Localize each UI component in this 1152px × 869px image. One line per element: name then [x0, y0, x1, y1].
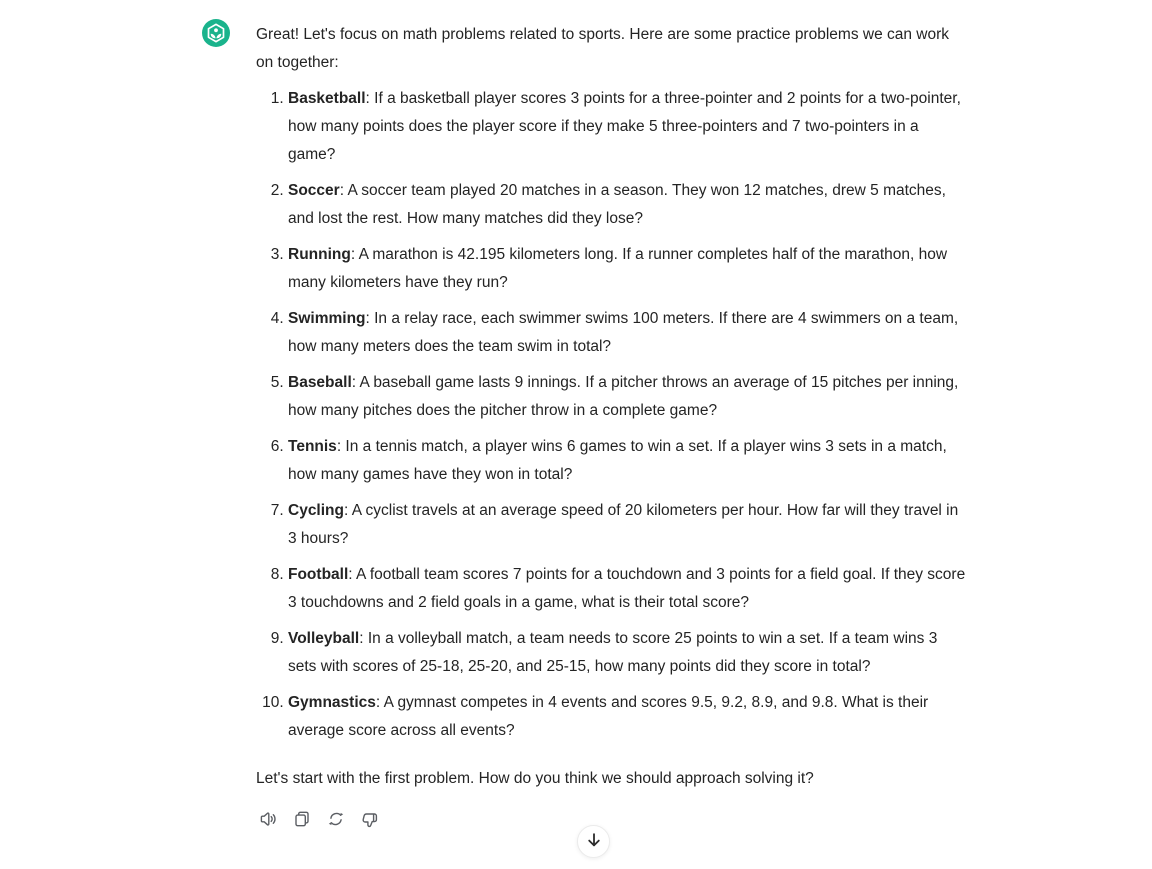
copy-icon: [292, 809, 312, 829]
problem-text: : A baseball game lasts 9 innings. If a pitcher throws an average of 15 pitches per inning, how many pitches does the pitcher throw in a complete game?: [288, 374, 959, 419]
problem-text: : A soccer team played 20 matches in a season. They won 12 matches, drew 5 matches, and lost the rest. How many matches did they lose?: [288, 182, 946, 227]
list-item: [288, 369, 968, 425]
thumbs-down-button[interactable]: [358, 807, 382, 831]
problem-list: [256, 85, 968, 745]
problem-label: Cycling: [288, 502, 344, 519]
list-item: [288, 305, 968, 361]
thumbs-down-icon: [360, 809, 380, 829]
list-item: [288, 689, 968, 745]
copy-button[interactable]: [290, 807, 314, 831]
list-item: [288, 497, 968, 553]
problem-text: : A football team scores 7 points for a touchdown and 3 points for a field goal. If they score 3 touchdowns and 2 field goals in a game, what is their total score?: [288, 566, 966, 611]
list-item: [288, 177, 968, 233]
read-aloud-button[interactable]: [256, 807, 280, 831]
regenerate-button[interactable]: [324, 807, 348, 831]
list-item: [288, 241, 968, 297]
problem-label: Soccer: [288, 182, 340, 199]
list-item: [288, 433, 968, 489]
message-intro: Great! Let's focus on math problems related to sports. Here are some practice problems we can work on together:: [256, 26, 950, 71]
problem-text: : A cyclist travels at an average speed of 20 kilometers per hour. How far will they travel in 3 hours?: [288, 502, 959, 547]
read-aloud-icon: [258, 809, 278, 829]
problem-label: Basketball: [288, 90, 366, 107]
assistant-avatar: [202, 19, 230, 47]
list-item: [288, 561, 968, 617]
problem-text: : In a tennis match, a player wins 6 games to win a set. If a player wins 3 sets in a match, how many games have they won in total?: [288, 438, 947, 483]
problem-label: Swimming: [288, 310, 366, 327]
scroll-to-bottom-button[interactable]: [577, 825, 610, 858]
message-actions: [256, 807, 968, 831]
problem-text: : A marathon is 42.195 kilometers long. If a runner completes half of the marathon, how many kilometers have they run?: [288, 246, 948, 291]
problem-text: : A gymnast competes in 4 events and scores 9.5, 9.2, 8.9, and 9.8. What is their average score across all events?: [288, 694, 929, 739]
regenerate-icon: [326, 809, 346, 829]
problem-text: : In a volleyball match, a team needs to score 25 points to win a set. If a team wins 3 sets with scores of 25-18, 25-20, and 25-15, how many points did they score in total?: [288, 630, 938, 675]
assistant-sprout-icon: [202, 34, 230, 51]
assistant-message: [256, 21, 968, 831]
problem-label: Running: [288, 246, 351, 263]
problem-label: Gymnastics: [288, 694, 376, 711]
list-item: [288, 85, 968, 169]
problem-label: Volleyball: [288, 630, 360, 647]
arrow-down-icon: [585, 831, 603, 852]
list-item: [288, 625, 968, 681]
problem-text: : If a basketball player scores 3 points for a three-pointer and 2 points for a two-pointer, how many points does the player score if they make 5 three-pointers and 7 two-pointers in a game?: [288, 90, 961, 163]
problem-label: Baseball: [288, 374, 352, 391]
problem-text: : In a relay race, each swimmer swims 100 meters. If there are 4 swimmers on a team, how many meters does the team swim in total?: [288, 310, 959, 355]
problem-label: Tennis: [288, 438, 337, 455]
message-closing: Let's start with the first problem. How do you think we should approach solving it?: [256, 770, 814, 787]
problem-label: Football: [288, 566, 349, 583]
